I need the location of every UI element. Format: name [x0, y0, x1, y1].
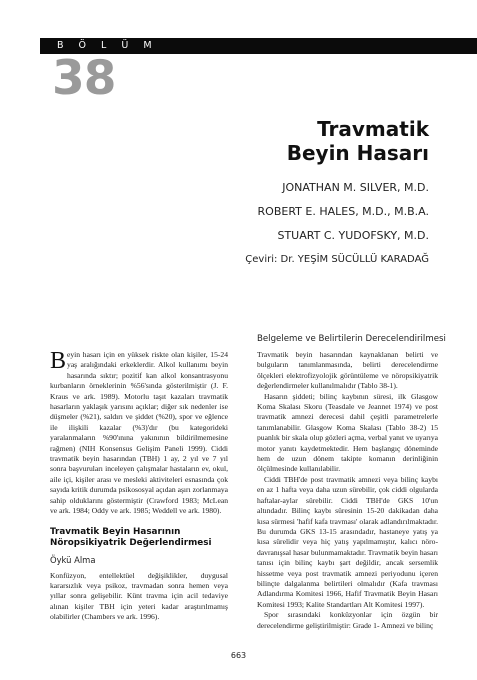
- intro-paragraph: [50, 350, 228, 517]
- author-name: ROBERT E. HALES, M.D., M.B.A.: [257, 205, 429, 218]
- body-paragraph: Travmatik beyin hasarından kaynaklanan belirti ve bulguların tanımlanmasında, belirti derecelendirme ölçekleri elektrofizyolojik görüntüleme ve nöropsikiyatrik değerlendirmeler kullanılmalıdır (Tablo 38-1).: [257, 350, 438, 391]
- body-paragraph: Ciddi TBH'de post travmatik amnezi veya bilinç kaybı en az 1 hafta veya daha uzun sürebilir, çok ciddi olgularda haftalar-aylar sürebilir. Ciddi TBH'de GKS 10'un altındadır. Bilinç kaybı süresinin 15-20 dakikadan daha kısa sürmesi 'hafif kafa travması' olarak adlandırılmaktadır. Bu durumda GKS 13-15 arasındadır, hastaneye yatış ya kısa sürelidir veya hiç yatış yapılmamıştır, kalıcı nöro-davranışsal hasar bulunmamaktadır. Travmatik beyin hasarı tanısı için bilinç kaybı şart değildir, ancak sersemlik hissetme veya post travmatik amnezi periyodunu içeren bilinçte dalgalanma belirtileri olmalıdır (Kafa travması Adlandırma Komitesi 1966, Hafif Travmatik Beyin Hasarı Komitesi 1993; Kalite Standartları Alt Komitesi 1997).: [257, 474, 438, 609]
- drop-cap: B: [50, 348, 67, 374]
- right-section-heading: Belgeleme ve Belirtilerin Derecelendirilmesi: [257, 334, 446, 344]
- body-paragraph: Konfüzyon, entellektüel değişiklikler, duygusal kararsızlık veya psikoz, travmadan sonra hemen veya yıllar sonra gelişebilir. Künt travma için acil tedaviye alınan kişiler TBH için yeteri kadar araştırılmamış olabilirler (Chambers ve ark. 1996).: [50, 570, 228, 622]
- body-paragraph: Spor sırasındaki konküzyonlar için özgün bir derecelendirme geliştirilmiştir: Grade 1- Amnezi ve bilinç: [257, 610, 438, 630]
- author-name: STUART C. YUDOFSKY, M.D.: [277, 229, 429, 242]
- subsection-heading: Öykü Alma: [50, 554, 96, 565]
- intro-text: eyin hasarı için en yüksek riskte olan kişiler, 15-24 yaş aralığındaki erkeklerdir. Alkol kullanımı beyin hasarında sıktır; pozitif kan alkol konsantrasyonu kurbanların örneklerinin %56'sında gösterilmiştir (J. F. Kraus ve ark. 1989). Motorlu taşıt kazaları travmatik hasarların yaklaşık yarısını açıklar; diğer sık nedenler ise düşmeler (%21), saldırı ve şiddet (%20), spor ve eğlence ile ilişkili kazalar (%3)'dır (bu kategorideki yaralanmaların %90'ınına yakınının bildirilmemesine rağmen) (NIH Konsensus Gelişim Paneli 1999). Ciddi travmatik beyin hasarından (TBH) 1 ay, 2 yıl ve 7 yıl sonra başvuruları inceleyen çalışmalar hastaların ev, okul, aile içi, kişiler arası ve mesleki aktiviteleri esnasında çok sayıda kritik durumda psikososyal açıdan aşırı zorlanmaya sahip olduklarını göstermiştir (Crawford 1983; McLean ve ark. 1984; Oddy ve ark. 1985; Weddell ve ark. 1980).: [50, 350, 228, 516]
- translator-credit: Çeviri: Dr. YEŞİM SÜCÜLLÜ KARADAĞ: [245, 254, 429, 265]
- chapter-title-line-1: Travmatik: [317, 117, 429, 141]
- body-paragraph: Hasarın şiddeti; bilinç kaybının süresi, ilk Glasgow Koma Skalası Skoru (Teasdale ve Jeannet 1974) ve post travmatik amnezi derecesi dahil çeşitli parametrelerle tanımlanabilir. Glasgow Koma Skalası (Tablo 38-2) 15 puanlık bir skala olup gözleri açma, verbal yanıt ve uyarıya motor yanıtı kaydetmektedir. Hem başlangıç döneminde hem de uzun dönem takipte komanın derinliğinin ölçülmesinde kullanılabilir.: [257, 391, 438, 474]
- author-list: [245, 180, 429, 276]
- chapter-title-line-2: Beyin Hasarı: [286, 141, 429, 165]
- section-heading: Travmatik Beyin Hasarının Nöropsikiyatrik Değerlendirmesi: [50, 526, 212, 548]
- left-column: [50, 350, 228, 623]
- author-name: JONATHAN M. SILVER, M.D.: [282, 181, 429, 194]
- page-number: 663: [230, 651, 247, 660]
- right-column: [257, 350, 438, 631]
- chapter-title: [287, 117, 429, 165]
- chapter-number: 38: [52, 51, 116, 106]
- chapter-label: B Ö L Ü M: [57, 40, 158, 51]
